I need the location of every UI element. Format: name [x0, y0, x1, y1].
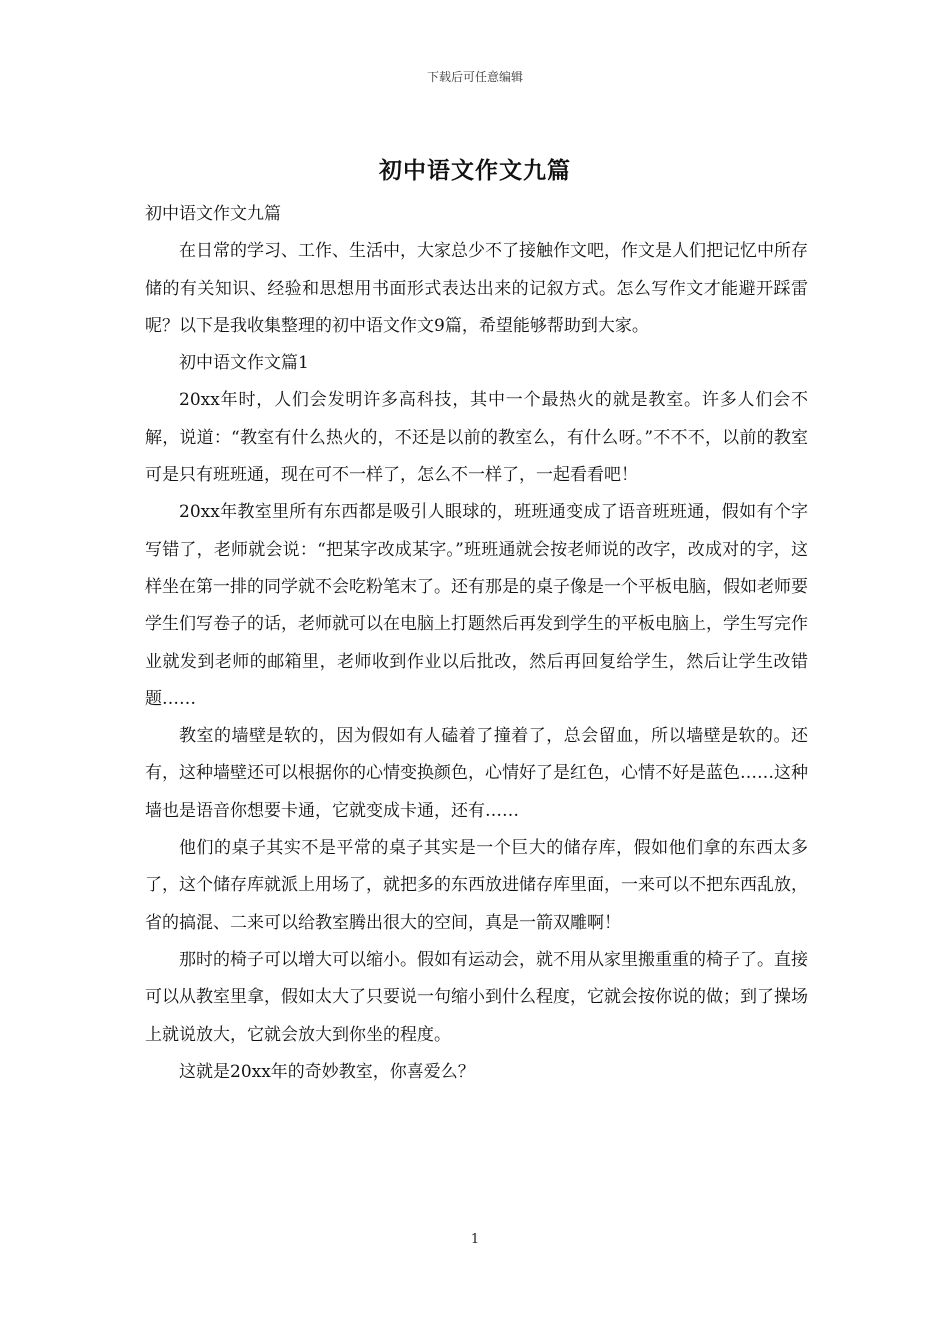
document-title: 初中语文作文九篇	[379, 157, 571, 184]
paragraph: 那时的椅子可以增大可以缩小。假如有运动会，就不用从家里搬重重的椅子了。直接可以从教室里拿，假如太大了只要说一句缩小到什么程度，它就会按你说的做；到了操场上就说放大，它就会放大到你坐的程度。	[145, 949, 808, 1045]
paragraph: 这就是20xx年的奇妙教室，你喜爱么？	[179, 1061, 475, 1082]
page-number: 1	[470, 1232, 480, 1247]
section-heading: 初中语文作文篇1	[179, 353, 309, 374]
paragraph: 20xx年教室里所有东西都是吸引人眼球的，班班通变成了语音班班通，假如有个字写错了，老师就会说：“把某字改成某字。”班班通就会按老师说的改字，改成对的字，这样坐在第一排的同学就不会吃粉笔末了。还有那是的桌子像是一个平板电脑，假如老师要学生们写卷子的话，老师就可以在电脑上打题然后再发到学生的平板电脑上，学生写完作业就发到老师的邮箱里，老师收到作业以后批改，然后再回复给学生，然后让学生改错题……	[145, 502, 808, 709]
header-note: 下载后可任意编辑	[426, 70, 523, 84]
paragraph: 教室的墙壁是软的，因为假如有人磕着了撞着了，总会留血，所以墙壁是软的。还有，这种墙壁还可以根据你的心情变换颜色，心情好了是红色，心情不好是蓝色……这种墙也是语音你想要卡通，它就变成卡通，还有……	[145, 726, 808, 821]
paragraph: 20xx年时，人们会发明许多高科技，其中一个最热火的就是教室。许多人们会不解，说道：“教室有什么热火的，不还是以前的教室么，有什么呀。”不不不，以前的教室可是只有班班通，现在可不一样了，怎么不一样了，一起看看吧！	[145, 390, 808, 486]
paragraph: 他们的桌子其实不是平常的桌子其实是一个巨大的储存库，假如他们拿的东西太多了，这个储存库就派上用场了，就把多的东西放进储存库里面，一来可以不把东西乱放，省的搞混、二来可以给教室腾出很大的空间，真是一箭双雕啊！	[145, 838, 808, 933]
document-body	[145, 196, 808, 1091]
document-subtitle: 初中语文作文九篇	[145, 204, 281, 224]
paragraph-intro: 在日常的学习、工作、生活中，大家总少不了接触作文吧，作文是人们把记忆中所存储的有关知识、经验和思想用书面形式表达出来的记叙方式。怎么写作文才能避开踩雷呢？以下是我收集整理的初中语文作文9篇，希望能够帮助到大家。	[145, 241, 808, 336]
